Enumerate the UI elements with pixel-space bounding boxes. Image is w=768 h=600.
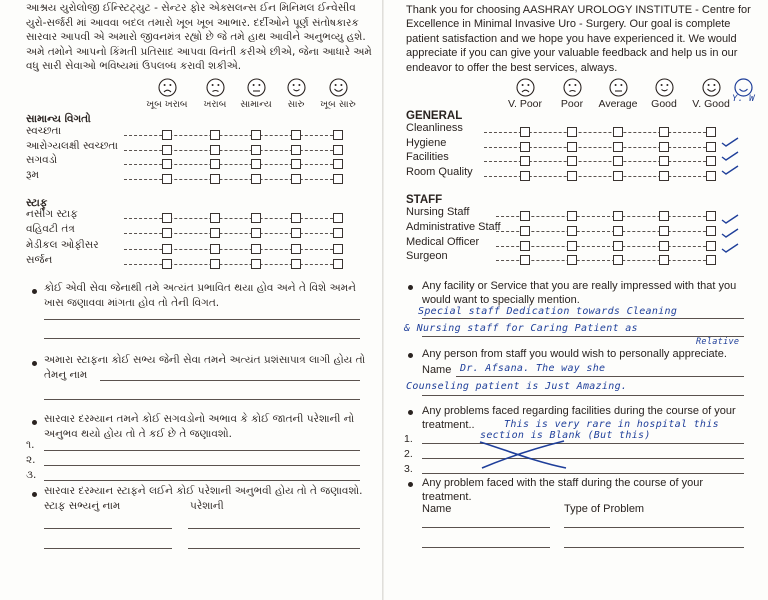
handwritten-tick-icon <box>721 151 739 161</box>
rating-checkbox[interactable] <box>659 142 669 152</box>
english-question-impressed: Any facility or Service that you are really impressed with that you would want to specially mention. <box>422 280 737 306</box>
rating-checkbox[interactable] <box>251 159 261 169</box>
rating-checkbox[interactable] <box>210 145 220 155</box>
rating-checkbox[interactable] <box>659 211 669 221</box>
english-problem-type-label: Type of Problem <box>564 503 645 515</box>
answer-line[interactable] <box>422 527 550 528</box>
answer-line[interactable] <box>44 399 360 400</box>
rating-checkbox[interactable] <box>520 241 530 251</box>
bullet <box>408 410 413 415</box>
handwritten-tick-icon <box>721 165 739 175</box>
gujarati-question-appreciate: અમારા સ્ટાફના કોઈ સભ્ય જેની સેવા તમને અત્યંત પ્રશંસાપાત્ર લાગી હોય તો તેમનુ નામ <box>44 354 366 381</box>
gujarati-staff-name-label: સ્ટાફ સભ્યનું નામ <box>44 500 121 512</box>
rating-row-label: Room Quality <box>406 166 473 179</box>
bullet <box>32 361 37 366</box>
rating-face-icon <box>516 78 535 97</box>
rating-checkbox[interactable] <box>520 156 530 166</box>
row-leader-line <box>124 164 338 165</box>
rating-scale-label: V. Poor <box>507 98 543 110</box>
rating-checkbox[interactable] <box>162 130 172 140</box>
rating-checkbox[interactable] <box>251 145 261 155</box>
gujarati-question-staff-problem: સારવાર દરમ્યાન સ્ટાફને લઈને કોઈ પરેશાની અનુભવી હોય તો તે જણાવશો. <box>44 485 363 497</box>
answer-line[interactable] <box>422 547 550 548</box>
row-leader-line <box>484 176 711 177</box>
answer-line[interactable] <box>564 527 744 528</box>
rating-checkbox[interactable] <box>291 213 301 223</box>
rating-checkbox[interactable] <box>659 255 669 265</box>
answer-line[interactable] <box>44 528 172 529</box>
gujarati-intro-text: આશ્રય યુરોલોજી ઈન્સ્ટિટ્યુટ - સેન્ટર ફોર એક્સલન્સ ઈન મિનિમલ ઈન્વેસીવ યુરો-સર્જરી માં આવવા બદલ તમારો ખૂબ ખૂબ આભાર. દર્દીઓને પૂર્ણ સંતોષકારક સારવાર આપવી એ અમારો જીવનમંત્ર રહ્યો છે જે તમે હાથ આવીને અનુભવ્યુ હશે. અમે તમોને આપનો કિંમતી પ્રતિસાદ આપવા વિનંતી કરીએ છીએ, જેના આધારે અમે વધુ સારી સેવાઓ ભવિષ્યમાં ઉપલબ્ધ કરાવી શકીએ. <box>26 2 372 73</box>
rating-checkbox[interactable] <box>659 156 669 166</box>
rating-checkbox[interactable] <box>251 213 261 223</box>
handwritten-cross-mark <box>476 438 570 470</box>
rating-scale-label: Average <box>598 98 638 110</box>
rating-row-label: Facilities <box>406 151 449 164</box>
rating-checkbox[interactable] <box>162 159 172 169</box>
gujarati-question-facilities: સારવાર દરમ્યાન તમને કોઈ સગવડોનો અભાવ કે કોઈ જાતની પરેશાની નો અનુભવ થયો હોય તો તે કઈ છે તે જણાવશો. <box>44 413 355 440</box>
gujarati-staff-title: સ્ટાફ <box>26 197 48 209</box>
rating-scale-label: સારુ <box>287 99 305 110</box>
rating-checkbox[interactable] <box>706 156 716 166</box>
rating-checkbox[interactable] <box>333 213 343 223</box>
english-name-label: Name <box>422 364 452 376</box>
rating-checkbox[interactable] <box>567 156 577 166</box>
rating-checkbox[interactable] <box>613 226 623 236</box>
english-question-appreciate: Any person from staff you would wish to personally appreciate. <box>422 348 727 360</box>
bullet <box>408 482 413 487</box>
rating-checkbox[interactable] <box>520 171 530 181</box>
rating-checkbox[interactable] <box>162 174 172 184</box>
rating-checkbox[interactable] <box>659 226 669 236</box>
handwritten-answer-facilities-2: section is Blank (But this) <box>480 430 651 441</box>
rating-row-label: રૂમ <box>26 169 39 182</box>
rating-checkbox[interactable] <box>613 171 623 181</box>
answer-line[interactable] <box>422 443 744 444</box>
rating-checkbox[interactable] <box>520 211 530 221</box>
rating-row-label: સગવડો <box>26 154 58 167</box>
rating-checkbox[interactable] <box>659 127 669 137</box>
row-leader-line <box>484 147 711 148</box>
rating-scale-label: ખૂબ સારુ <box>320 99 356 110</box>
rating-face-icon <box>329 78 348 97</box>
row-leader-line <box>484 132 711 133</box>
rating-checkbox[interactable] <box>162 145 172 155</box>
rating-row-label: Surgeon <box>406 250 448 263</box>
rating-checkbox[interactable] <box>291 244 301 254</box>
english-feedback-page <box>384 0 768 600</box>
rating-checkbox[interactable] <box>251 244 261 254</box>
answer-line[interactable] <box>456 376 744 377</box>
handwritten-extra-face-icon <box>734 78 753 97</box>
answer-line[interactable] <box>564 547 744 548</box>
answer-line[interactable] <box>44 319 360 320</box>
handwritten-answer-facilities-1: This is very rare in hospital this <box>504 419 719 430</box>
bullet <box>32 289 37 294</box>
rating-checkbox[interactable] <box>291 228 301 238</box>
rating-checkbox[interactable] <box>210 159 220 169</box>
handwritten-tick-icon <box>721 243 739 253</box>
rating-checkbox[interactable] <box>520 127 530 137</box>
rating-checkbox[interactable] <box>210 259 220 269</box>
rating-checkbox[interactable] <box>251 228 261 238</box>
rating-checkbox[interactable] <box>613 255 623 265</box>
rating-checkbox[interactable] <box>210 213 220 223</box>
bullet <box>408 353 413 358</box>
rating-checkbox[interactable] <box>659 241 669 251</box>
rating-checkbox[interactable] <box>659 171 669 181</box>
bullet <box>32 420 37 425</box>
rating-row-label: Administrative Staff <box>406 220 501 233</box>
rating-checkbox[interactable] <box>333 145 343 155</box>
gujarati-general-title: સામાન્ય વિગતો <box>26 113 91 125</box>
row-leader-line <box>124 150 338 151</box>
rating-checkbox[interactable] <box>210 228 220 238</box>
bullet <box>408 285 413 290</box>
rating-checkbox[interactable] <box>520 142 530 152</box>
handwritten-answer-impressed-3: Relative <box>696 337 740 347</box>
rating-row-label: મેડીકલ ઓફીસર <box>26 238 99 251</box>
rating-face-icon <box>287 78 306 97</box>
answer-line[interactable] <box>100 380 360 381</box>
handwritten-tick-icon <box>721 137 739 147</box>
row-leader-line <box>124 179 338 180</box>
rating-row-label: સર્જન <box>26 253 53 266</box>
rating-row-label: Hygiene <box>406 136 447 149</box>
rating-row-label: સ્વચ્છતા <box>26 125 62 137</box>
rating-row-label: નર્સીંગ સ્ટાફ <box>26 208 78 220</box>
rating-checkbox[interactable] <box>210 130 220 140</box>
rating-face-icon <box>158 78 177 97</box>
list-number: ૧. <box>26 439 35 451</box>
rating-checkbox[interactable] <box>706 127 716 137</box>
rating-checkbox[interactable] <box>210 174 220 184</box>
rating-checkbox[interactable] <box>251 174 261 184</box>
english-question-staff-problem: Any problem faced with the staff during the course of your treatment. <box>422 477 704 503</box>
list-number: 3. <box>404 463 413 475</box>
rating-checkbox[interactable] <box>613 211 623 221</box>
rating-checkbox[interactable] <box>567 226 577 236</box>
rating-face-icon <box>655 78 674 97</box>
rating-checkbox[interactable] <box>613 142 623 152</box>
handwritten-tick-icon <box>721 214 739 224</box>
rating-checkbox[interactable] <box>567 171 577 181</box>
answer-line[interactable] <box>188 548 360 549</box>
rating-checkbox[interactable] <box>333 259 343 269</box>
rating-checkbox[interactable] <box>291 159 301 169</box>
english-question-facilities: Any problems faced regarding facilities during the course of your treatment.. <box>422 405 736 431</box>
row-leader-line <box>124 233 338 234</box>
rating-row-label: Cleanliness <box>406 122 463 134</box>
rating-checkbox[interactable] <box>291 174 301 184</box>
answer-line[interactable] <box>44 548 172 549</box>
row-leader-line <box>124 264 338 265</box>
handwritten-answer-impressed-2: & Nursing staff for Caring Patient as <box>404 323 638 334</box>
rating-checkbox[interactable] <box>567 211 577 221</box>
rating-checkbox[interactable] <box>520 226 530 236</box>
list-number: 2. <box>404 448 413 460</box>
list-number: ૨. <box>26 454 36 466</box>
rating-checkbox[interactable] <box>333 159 343 169</box>
answer-line[interactable] <box>44 480 360 481</box>
row-leader-line <box>124 249 338 250</box>
rating-checkbox[interactable] <box>706 142 716 152</box>
row-leader-line <box>124 135 338 136</box>
rating-checkbox[interactable] <box>706 226 716 236</box>
rating-row-label: આરોગ્યલક્ષી સ્વચ્છતા <box>26 139 118 152</box>
answer-line[interactable] <box>44 338 360 339</box>
answer-line[interactable] <box>422 318 744 319</box>
rating-checkbox[interactable] <box>162 259 172 269</box>
rating-checkbox[interactable] <box>162 213 172 223</box>
handwritten-answer-impressed-1: Special staff Dedication towards Cleaning <box>418 306 678 317</box>
rating-scale-label: ખરાબ <box>203 99 227 110</box>
english-staff-title: STAFF <box>406 194 443 206</box>
rating-scale-label: V. Good <box>692 98 730 110</box>
rating-checkbox[interactable] <box>613 127 623 137</box>
gujarati-problem-type-label: પરેશાની <box>190 500 224 512</box>
rating-checkbox[interactable] <box>567 127 577 137</box>
bullet <box>32 492 37 497</box>
rating-checkbox[interactable] <box>706 241 716 251</box>
rating-checkbox[interactable] <box>251 130 261 140</box>
handwritten-extra-scale: Y. W <box>732 94 755 104</box>
rating-checkbox[interactable] <box>520 255 530 265</box>
rating-scale-label: ખૂબ ખરાબ <box>146 99 188 110</box>
english-staff-name-label: Name <box>422 503 452 515</box>
handwritten-tick-icon <box>721 228 739 238</box>
rating-checkbox[interactable] <box>210 244 220 254</box>
answer-line[interactable] <box>44 450 360 451</box>
row-leader-line <box>124 218 338 219</box>
list-number: ૩. <box>26 469 37 481</box>
rating-face-icon <box>247 78 266 97</box>
rating-row-label: Medical Officer <box>406 235 480 248</box>
handwritten-answer-appreciate-2: Counseling patient is Just Amazing. <box>406 381 628 392</box>
rating-checkbox[interactable] <box>706 171 716 181</box>
answer-line[interactable] <box>44 465 360 466</box>
rating-scale-label: Good <box>651 98 677 110</box>
rating-checkbox[interactable] <box>251 259 261 269</box>
rating-checkbox[interactable] <box>567 142 577 152</box>
row-leader-line <box>484 161 711 162</box>
rating-checkbox[interactable] <box>567 255 577 265</box>
rating-checkbox[interactable] <box>291 259 301 269</box>
rating-scale-label: Poor <box>560 98 584 110</box>
rating-checkbox[interactable] <box>613 156 623 166</box>
rating-face-icon <box>702 78 721 97</box>
rating-scale-label: સામાન્ય <box>240 99 272 110</box>
rating-checkbox[interactable] <box>333 244 343 254</box>
rating-checkbox[interactable] <box>162 228 172 238</box>
answer-line[interactable] <box>422 458 744 459</box>
rating-checkbox[interactable] <box>333 174 343 184</box>
rating-row-label: વહિવટી તંત્ર <box>26 223 75 236</box>
rating-checkbox[interactable] <box>706 211 716 221</box>
rating-face-icon <box>206 78 225 97</box>
english-intro-text: Thank you for choosing AASHRAY UROLOGY INSTITUTE - Centre for Excellence in Minimal Invasive Uro - Surgery. Our goal is complete patient satisfaction and we hope you have experienced it. We would appreciate if you can give your valuable feedback and help us in our endeavor to offer the best services, always. <box>406 4 751 74</box>
rating-checkbox[interactable] <box>333 228 343 238</box>
answer-line[interactable] <box>188 528 360 529</box>
rating-checkbox[interactable] <box>333 130 343 140</box>
gujarati-question-impressed: કોઈ એવી સેવા જેનાથી તમે અત્યંત પ્રભાવિત થયા હોવ અને તે વિશે અમને ખાસ જણાવવા માંગતા હોવ તો તેની વિગત. <box>44 282 356 309</box>
rating-checkbox[interactable] <box>291 130 301 140</box>
rating-checkbox[interactable] <box>706 255 716 265</box>
answer-line[interactable] <box>422 395 744 396</box>
handwritten-answer-appreciate-1: Dr. Afsana. The way she <box>460 363 606 374</box>
rating-row-label: Nursing Staff <box>406 206 470 218</box>
english-general-title: GENERAL <box>406 110 463 122</box>
rating-checkbox[interactable] <box>613 241 623 251</box>
rating-checkbox[interactable] <box>291 145 301 155</box>
rating-checkbox[interactable] <box>162 244 172 254</box>
rating-face-icon <box>609 78 628 97</box>
rating-face-icon <box>563 78 582 97</box>
rating-checkbox[interactable] <box>567 241 577 251</box>
answer-line[interactable] <box>422 473 744 474</box>
list-number: 1. <box>404 433 413 445</box>
